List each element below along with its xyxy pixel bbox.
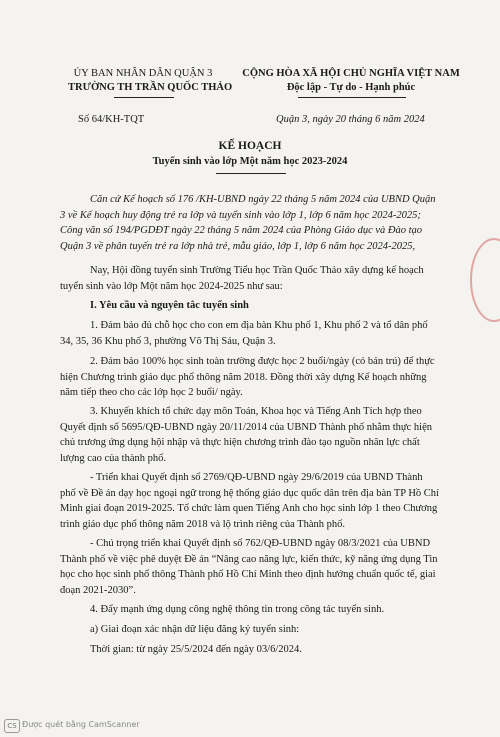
preamble-line: Quận 3 về phân tuyến trẻ ra lớp nhà trẻ, mẫu giáo, lớp 1, lớp 6 năm học 2024-2025, <box>60 240 416 252</box>
intro-line: tuyển sinh vào lớp Một năm học 2024-2025 như sau: <box>60 280 283 292</box>
preamble <box>60 192 458 254</box>
camscanner-logo-icon: CS <box>4 719 20 733</box>
item-line: Quyết định số 5695/QĐ-UBND ngày 20/11/2014 của UBND Thành phố nhằm thực hiện <box>60 421 432 433</box>
item-line: 1. Đảm bảo đủ chỗ học cho con em địa bàn Khu phố 1, Khu phố 2 và tổ dân phố <box>90 320 428 331</box>
item-line: lượng cao của thành phố. <box>60 452 167 464</box>
item-line: trình giáo dục phổ thông năm 2018 và lộ trình riêng của Thành phố. <box>60 518 346 530</box>
scanner-footer <box>0 716 500 737</box>
item-line: 4. Đẩy mạnh ứng dụng công nghệ thông tin trong công tác tuyển sinh. <box>90 604 385 615</box>
item-line: 3. Khuyến khích tổ chức dạy môn Toán, Khoa học và Tiếng Anh Tích hợp theo <box>90 406 422 417</box>
intro-paragraph <box>60 263 458 294</box>
bullet-decision-762 <box>60 536 458 598</box>
preamble-line: Căn cứ Kế hoạch số 176 /KH-UBND ngày 22 tháng 5 năm 2024 của UBND Quận <box>90 194 436 205</box>
scanner-caption: Được quét bằng CamScanner <box>22 720 140 729</box>
seal-stamp-edge <box>470 238 500 322</box>
document-title: KẾ HOẠCH <box>218 140 282 152</box>
item-2 <box>60 354 458 401</box>
item-4 <box>60 602 458 618</box>
item-line: Minh giai đoạn 2019-2025. Tổ chức làm quen Tiếng Anh cho học sinh lớp 1 theo Chương <box>60 503 438 514</box>
item-line: đoạn 2021-2030”. <box>60 584 136 596</box>
item-line: Thời gian: từ ngày 25/5/2024 đến ngày 03/6/2024. <box>90 644 302 655</box>
national-motto: Độc lập - Tự do - Hạnh phúc <box>286 82 416 93</box>
item-1 <box>60 318 458 349</box>
document-subtitle: Tuyển sinh vào lớp Một năm học 2023-2024 <box>152 156 348 167</box>
item-3 <box>60 404 458 466</box>
item-line: 2. Đảm bảo 100% học sinh toàn trường được học 2 buổi/ngày (có bán trú) để thực <box>90 356 435 367</box>
document-number: Số 64/KH-TQT <box>78 114 145 125</box>
document-date: Quận 3, ngày 20 tháng 6 năm 2024 <box>276 114 425 125</box>
item-line: phố về Đề án dạy học ngoại ngữ trong hệ thống giáo dục quốc dân trên địa bàn TP Hồ Chí <box>60 487 439 499</box>
item-line: năm tiếp theo cho các lớp học 2 buổi/ ngày. <box>60 387 243 398</box>
item-line: a) Giai đoạn xác nhận dữ liệu đăng ký tuyển sinh: <box>90 624 300 635</box>
right-header-underline <box>298 97 406 98</box>
agency-name: ỦY BAN NHÂN DÂN QUẬN 3 <box>73 68 213 79</box>
school-name: TRƯỜNG TH TRẦN QUỐC THẢO <box>68 82 233 93</box>
item-line: 34, 35, 36 Khu phố 3, phường Võ Thị Sáu, Quận 3. <box>60 335 276 347</box>
preamble-line: Công văn số 194/PGDĐT ngày 22 tháng 5 năm 2024 của Phòng Giáo dục và Đào tạo <box>60 225 423 236</box>
section-heading: I. Yêu cầu và nguyên tắc tuyển sinh <box>90 300 249 311</box>
left-header-underline <box>114 97 174 98</box>
bullet-decision-2769 <box>60 470 458 532</box>
time-period <box>60 642 458 658</box>
item-line: - Chú trọng triển khai Quyết định số 762/QĐ-UBND ngày 08/3/2021 của UBND <box>90 538 431 549</box>
preamble-line: 3 về Kế hoạch huy động trẻ ra lớp và tuyển sinh vào lớp 1, lớp 6 năm học 2024-2025; <box>60 209 421 221</box>
country-name: CỘNG HÒA XÃ HỘI CHỦ NGHĨA VIỆT NAM <box>242 68 460 79</box>
title-underline <box>216 173 286 174</box>
item-4a <box>60 622 458 638</box>
item-line: học cho học sinh phổ thông Thành phố Hồ Chí Minh theo định hướng chuẩn quốc tế, giai <box>60 569 436 580</box>
item-line: hiện Chương trình giáo dục phổ thông năm 2018. Đồng thời xây dựng Kế hoạch những <box>60 371 427 383</box>
item-line: Thành phố về việc phê duyệt Đề án “Nâng cao năng lực, kiến thức, kỹ năng ứng dụng Tin <box>60 553 438 565</box>
item-line: chủ trương ứng dụng hội nhập và thực hiện chương trình đào tạo nguồn nhân lực chất <box>60 437 420 448</box>
intro-line: Nay, Hội đồng tuyển sinh Trường Tiểu học Trần Quốc Thảo xây dựng kế hoạch <box>90 265 424 276</box>
item-line: - Triển khai Quyết định số 2769/QĐ-UBND ngày 29/6/2019 của UBND Thành <box>90 472 423 483</box>
